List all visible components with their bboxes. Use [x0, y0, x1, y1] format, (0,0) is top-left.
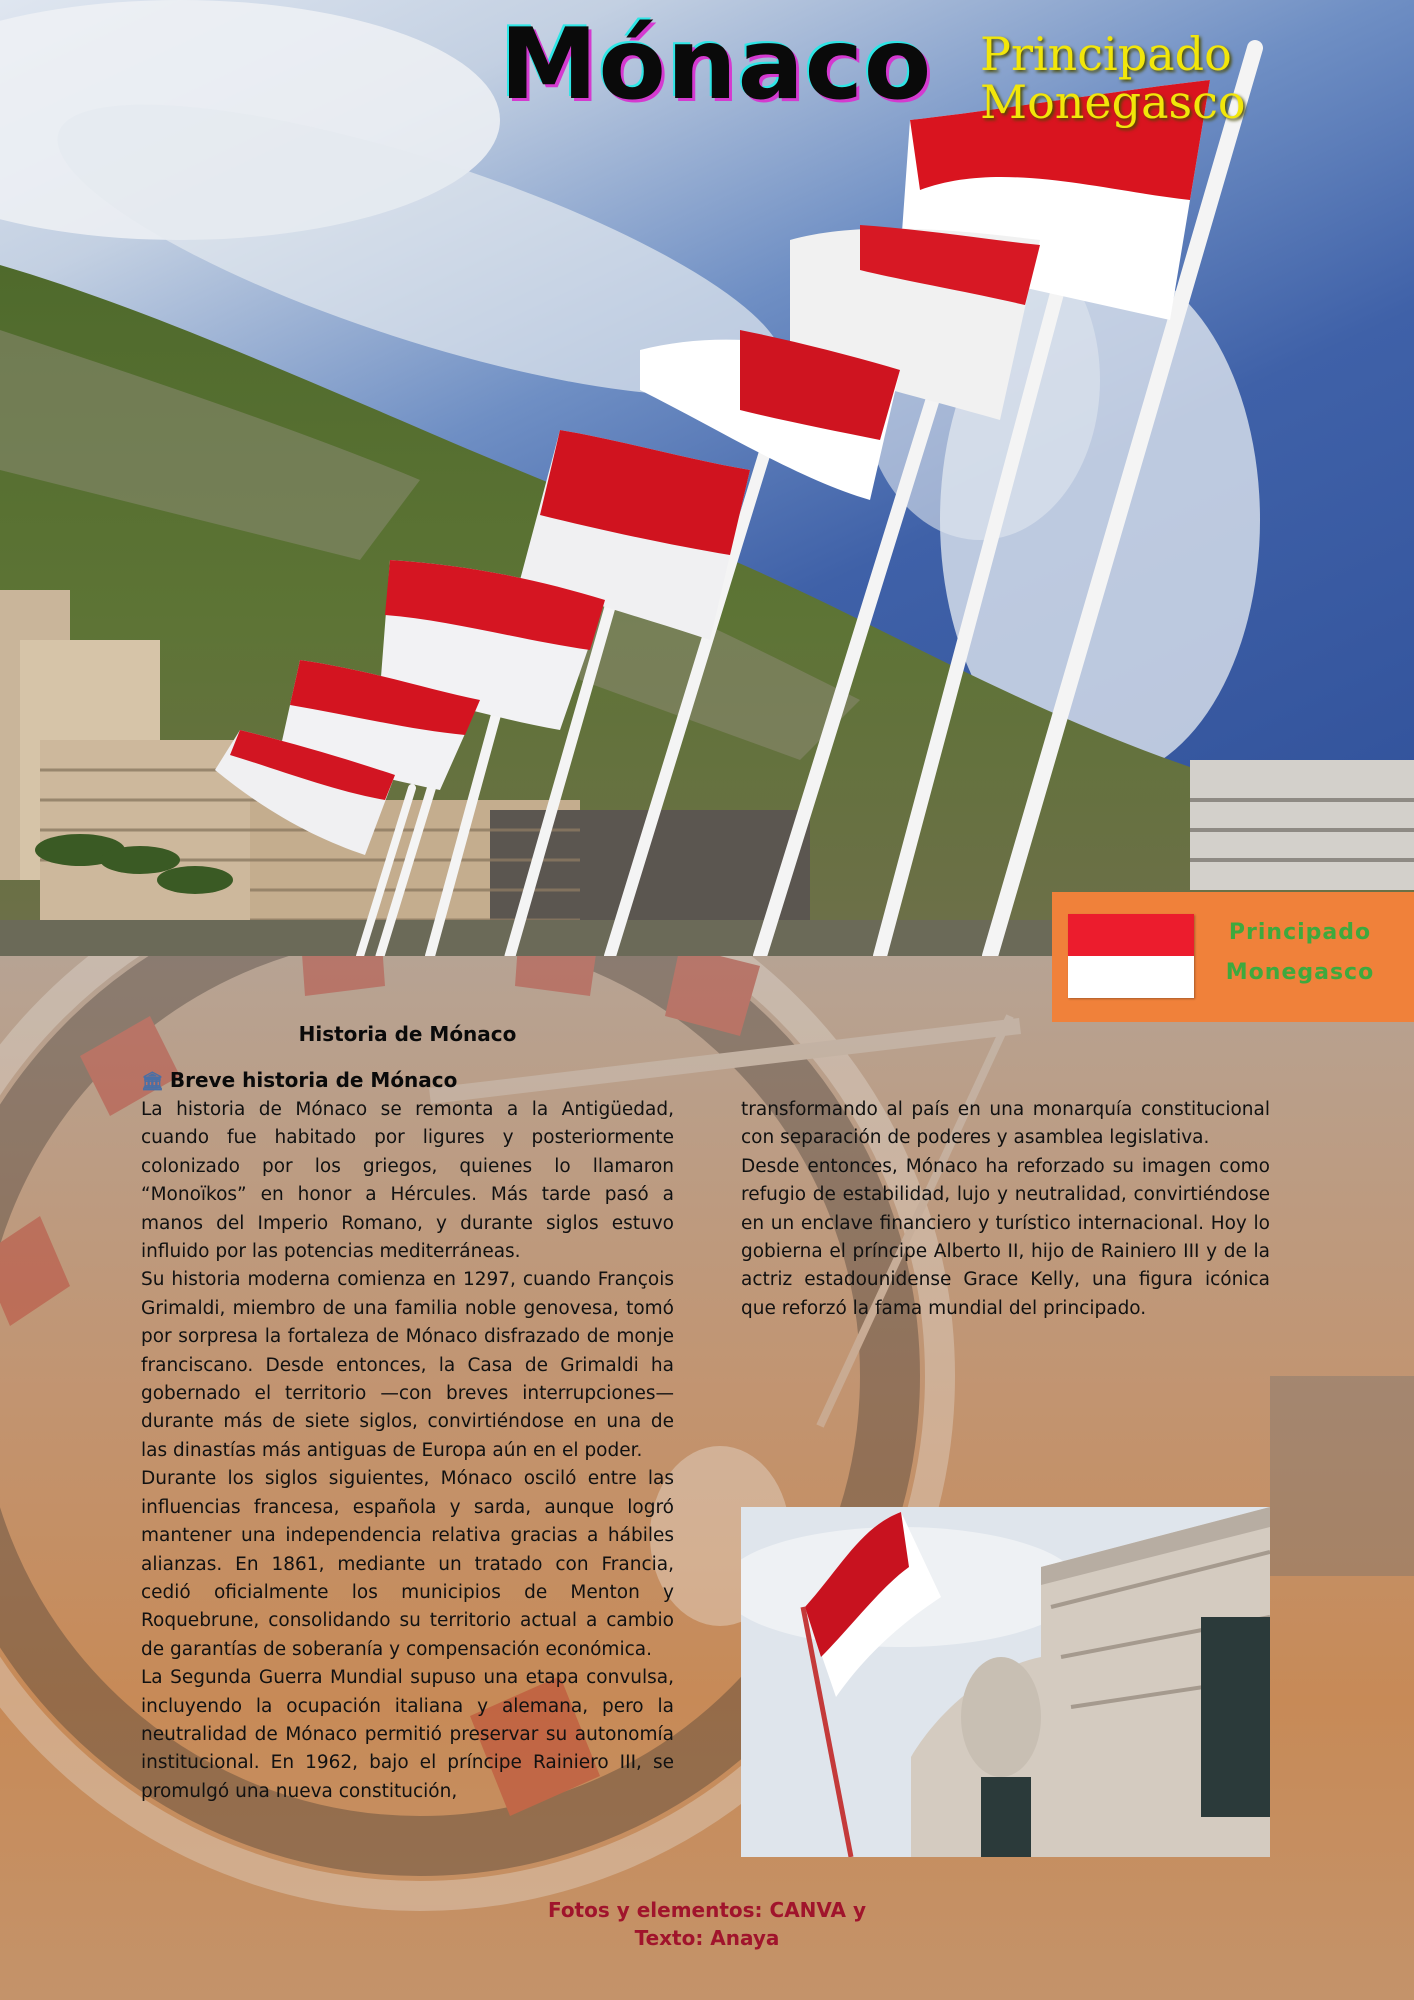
page-title: Mónaco — [500, 8, 933, 122]
credits-line-2: Texto: Anaya — [634, 1926, 780, 1950]
article-heading — [141, 1068, 457, 1092]
paragraph: Su historia moderna comienza en 1297, cuando François Grimaldi, miembro de una familia noble genovesa, tomó por sorpresa la fortaleza de Mónaco disfrazado de monje franciscano. Desde entonces, la Casa de Grimaldi ha gobernado el territorio —con breves interrupciones— durante más de siete siglos, convirtiéndose en una de las dinastías más antiguas de Europa aún en el poder. — [141, 1269, 674, 1461]
paragraph: Desde entonces, Mónaco ha reforzado su imagen como refugio de estabilidad, lujo y neutralidad, convirtiéndose en un enclave financiero y turístico internacional. Hoy lo gobierna el príncipe Alberto II, hijo de Rainiero III y de la actriz estadounidense Grace Kelly, una figura icónica que reforzó la fama mundial del principado. — [741, 1155, 1270, 1319]
paragraph: La historia de Mónaco se remonta a la Antigüedad, cuando fue habitado por ligures y posteriormente colonizado por los griegos, quienes lo llamaron “Monoïkos” en honor a Hércules. Más tarde pasó a manos del Imperio Romano, y durante siglos estuvo influido por las potencias mediterráneas. — [141, 1099, 674, 1263]
monaco-flag-icon — [1068, 914, 1194, 998]
hero-photo — [0, 0, 1414, 956]
article-heading-text: Breve historia de Mónaco — [169, 1068, 458, 1092]
subtitle-line-1: Principado — [980, 27, 1232, 81]
badge-line-1: Principado — [1228, 920, 1372, 945]
credits-line-1: Fotos y elementos: CANVA y — [547, 1898, 867, 1922]
flags-on-poles-image — [0, 0, 1414, 956]
page-subtitle — [980, 27, 1246, 129]
flag-on-building-image — [741, 1507, 1270, 1857]
subtitle-line-2: Monegasco — [980, 75, 1246, 129]
paragraph: La Segunda Guerra Mundial supuso una etapa convulsa, incluyendo la ocupación italiana y alemana, pero la neutralidad de Mónaco permitió preservar su autonomía institucional. En 1962, bajo el príncipe Rainiero III, se promulgó una nueva constitución, — [141, 1667, 674, 1802]
badge-line-2: Monegasco — [1225, 960, 1375, 985]
article-right-column — [741, 1096, 1270, 1323]
article-left-column — [141, 1096, 674, 1806]
paragraph: transformando al país en una monarquía constitucional con separación de poderes y asamblea legislativa. — [741, 1099, 1270, 1149]
paragraph: Durante los siglos siguientes, Mónaco osciló entre las influencias francesa, española y sarda, aunque logró mantener una independencia relativa gracias a hábiles alianzas. En 1861, mediante un tratado con Francia, cedió oficialmente los municipios de Menton y Roquebrune, consolidando su territorio actual a cambio de garantías de soberanía y compensación económica. — [141, 1468, 674, 1660]
principality-badge — [1052, 892, 1414, 1022]
flag-on-building-photo — [741, 1507, 1270, 1857]
credits — [0, 1896, 1414, 1952]
section-title: Historia de Mónaco — [298, 1022, 517, 1046]
classical-building-icon: 🏛 — [141, 1071, 164, 1092]
